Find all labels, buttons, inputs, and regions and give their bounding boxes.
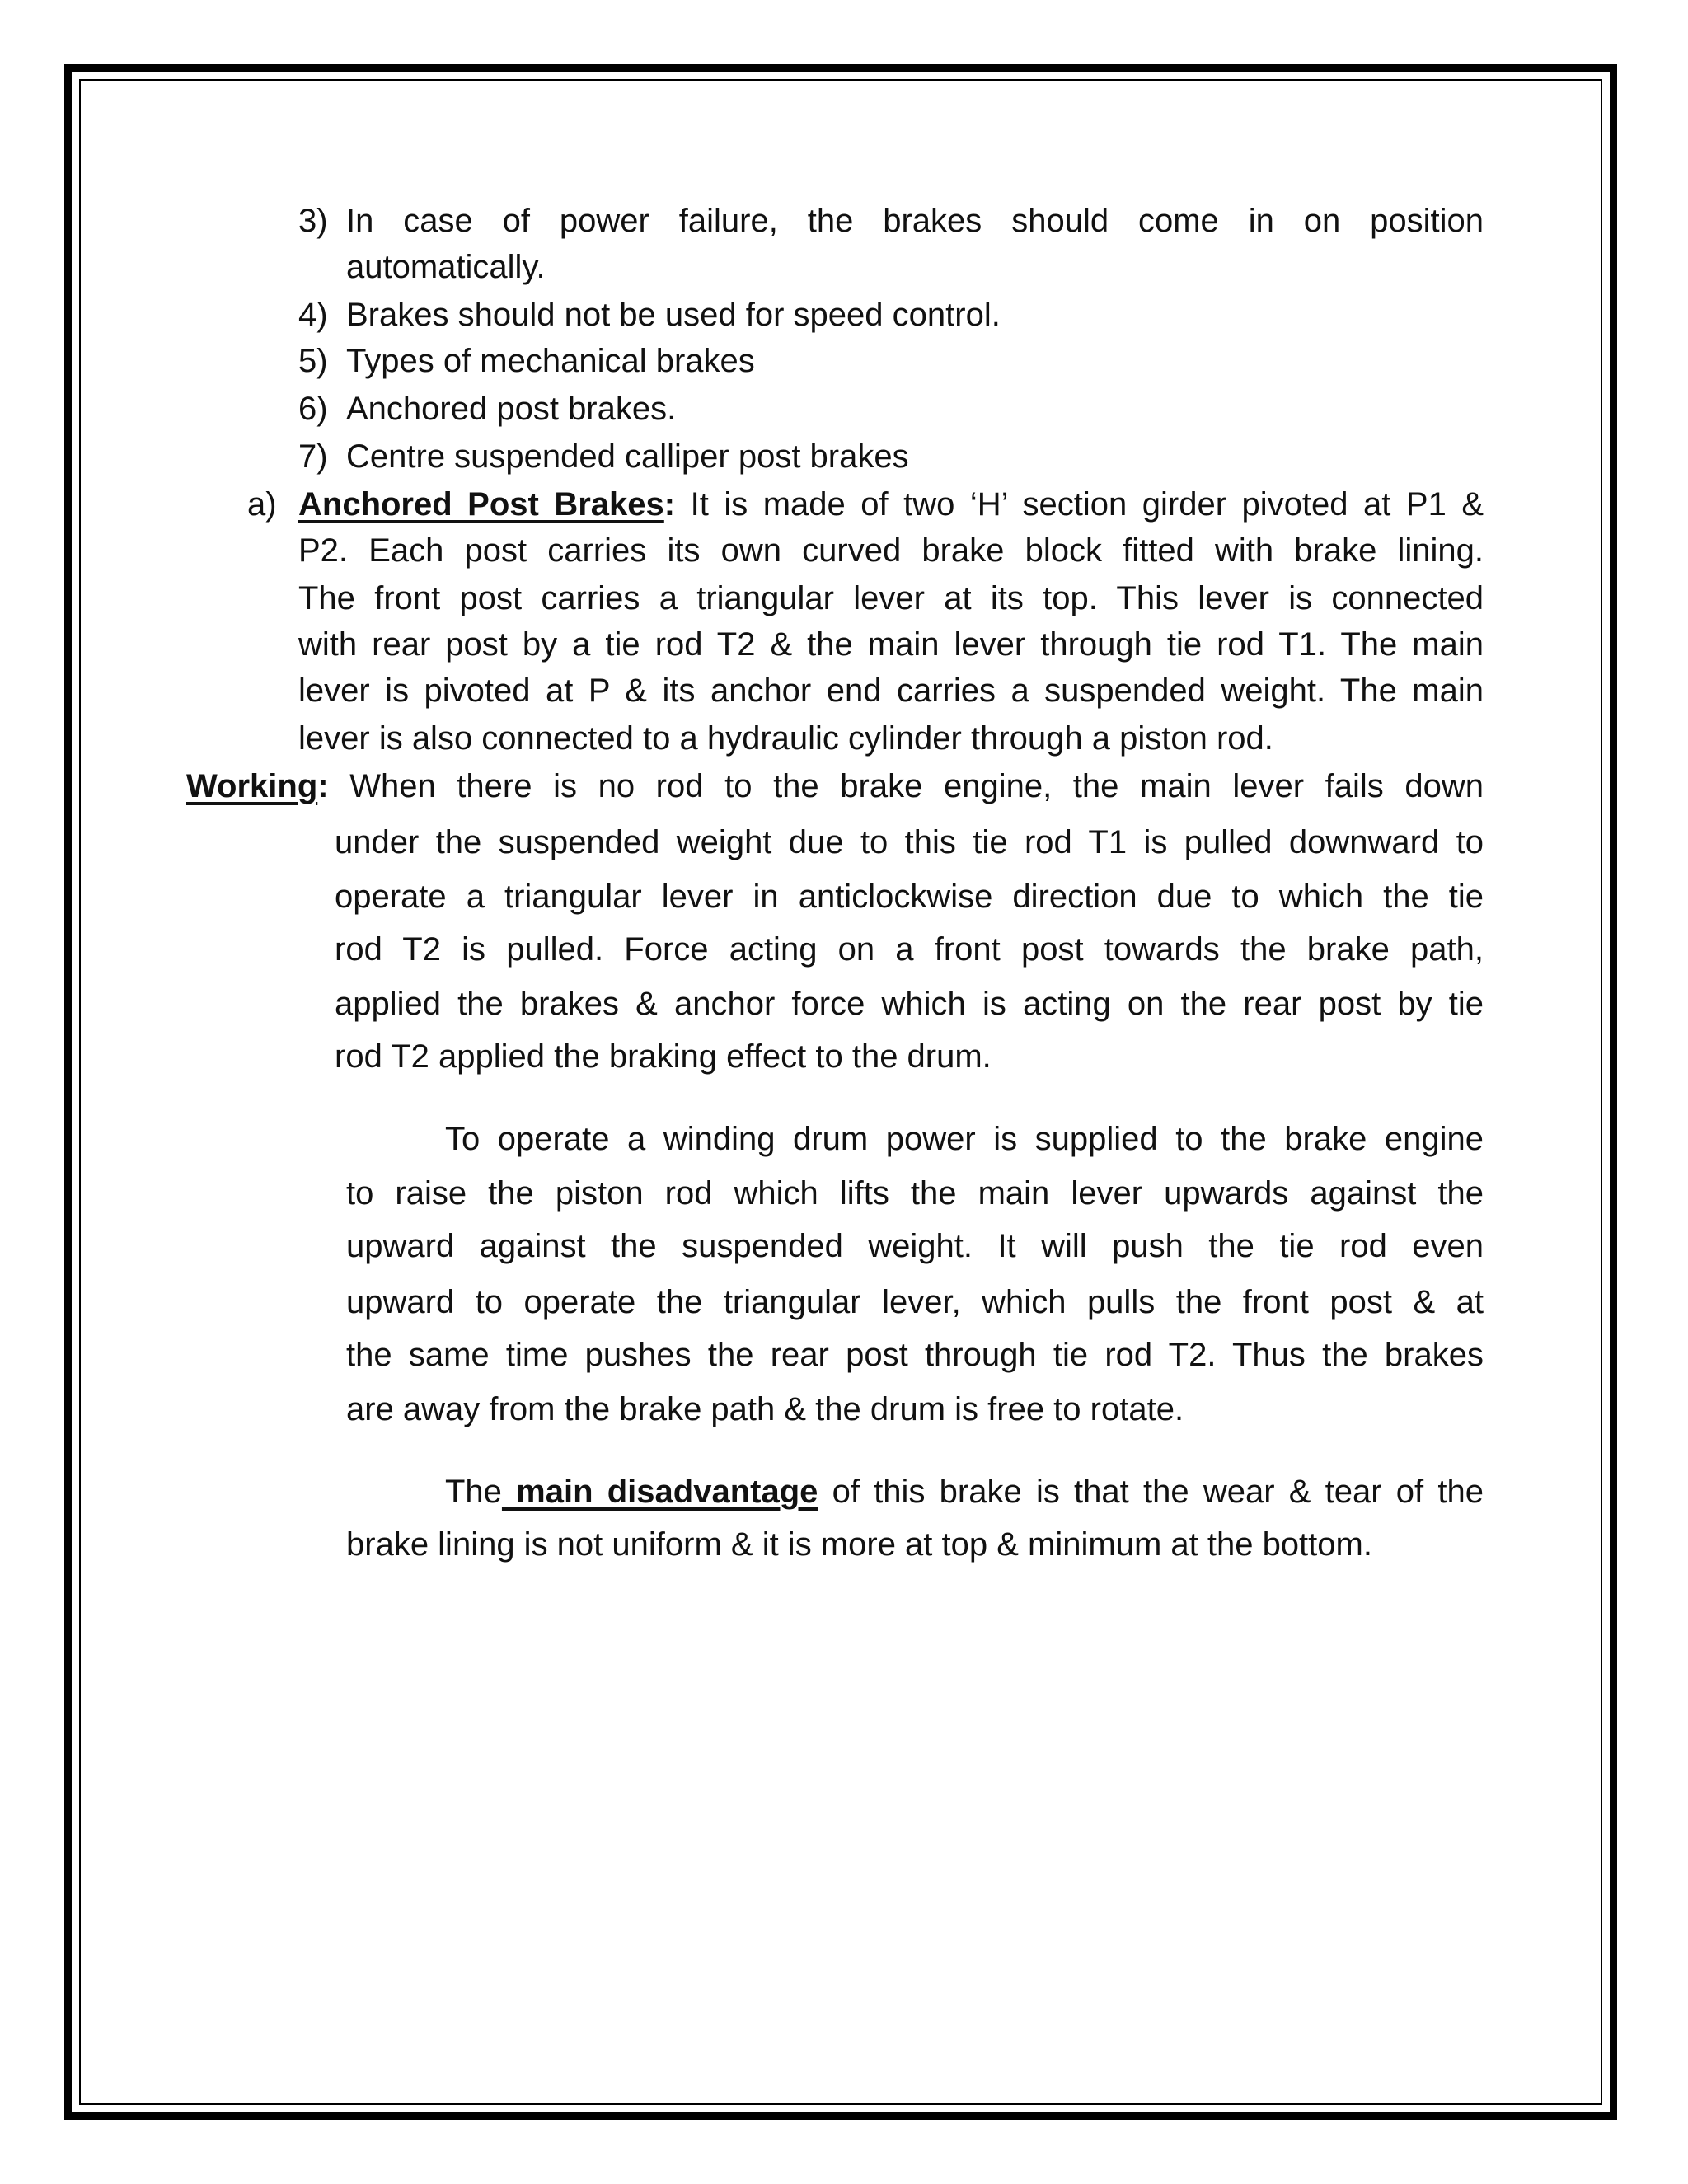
- section-text: The front post carries a triangular lever at its top. This lever is connected: [298, 580, 1484, 616]
- working-heading-line: [186, 763, 1484, 809]
- list-item-text: Types of mechanical brakes: [346, 343, 755, 379]
- list-number: 3): [298, 203, 328, 239]
- section-heading: Anchored Post Brakes: [298, 486, 664, 523]
- section-text: It is made of two ‘H’ section girder pivoted at P1 &: [675, 486, 1484, 523]
- paragraph-text: are away from the brake path & the drum is free to rotate.: [346, 1391, 1184, 1427]
- working-text: operate a triangular lever in anticlockwise direction due to which the tie: [335, 879, 1484, 915]
- disadvantage-line: [445, 1469, 1484, 1515]
- list-number: 6): [298, 391, 328, 427]
- working-heading: Working: [186, 768, 318, 804]
- list-item-text: automatically.: [346, 249, 546, 285]
- working-heading-colon: :: [317, 768, 329, 804]
- disadvantage-text: of this brake is that the wear & tear of the: [818, 1474, 1484, 1510]
- paragraph-text: upward against the suspended weight. It will push the tie rod even: [346, 1228, 1484, 1264]
- list-number: 5): [298, 343, 328, 379]
- working-text: rod T2 applied the braking effect to the drum.: [335, 1038, 992, 1075]
- paragraph-text: To operate a winding drum power is supplied to the brake engine: [445, 1121, 1484, 1157]
- section-marker: a): [247, 486, 277, 523]
- list-item-text: In case of power failure, the brakes should come in on position: [346, 203, 1484, 239]
- working-text: When there is no rod to the brake engine, the main lever fails down: [328, 768, 1484, 804]
- list-item-text: Anchored post brakes.: [346, 391, 677, 427]
- list-number: 4): [298, 297, 328, 333]
- paragraph-text: the same time pushes the rear post through tie rod T2. Thus the brakes: [346, 1337, 1484, 1373]
- section-text: with rear post by a tie rod T2 & the main lever through tie rod T1. The main: [298, 626, 1484, 663]
- section-heading-line: [298, 481, 1484, 527]
- disadvantage-emphasis: main disadvantage: [501, 1474, 818, 1510]
- list-item-text: Brakes should not be used for speed control.: [346, 297, 1001, 333]
- working-text: applied the brakes & anchor force which is acting on the rear post by tie: [335, 986, 1484, 1022]
- section-text: P2. Each post carries its own curved brake block fitted with brake lining.: [298, 532, 1484, 569]
- section-text: lever is also connected to a hydraulic cylinder through a piston rod.: [298, 720, 1273, 757]
- working-text: under the suspended weight due to this tie rod T1 is pulled downward to: [335, 824, 1484, 860]
- section-heading-colon: :: [663, 486, 676, 523]
- paragraph-text: to raise the piston rod which lifts the main lever upwards against the: [346, 1175, 1484, 1212]
- disadvantage-prefix: The: [445, 1474, 502, 1510]
- list-number: 7): [298, 438, 328, 475]
- working-text: rod T2 is pulled. Force acting on a front post towards the brake path,: [335, 931, 1484, 968]
- paragraph-text: upward to operate the triangular lever, which pulls the front post & at: [346, 1284, 1484, 1320]
- disadvantage-text: brake lining is not uniform & it is more at top & minimum at the bottom.: [346, 1526, 1372, 1563]
- list-item-text: Centre suspended calliper post brakes: [346, 438, 909, 475]
- section-text: lever is pivoted at P & its anchor end carries a suspended weight. The main: [298, 673, 1484, 709]
